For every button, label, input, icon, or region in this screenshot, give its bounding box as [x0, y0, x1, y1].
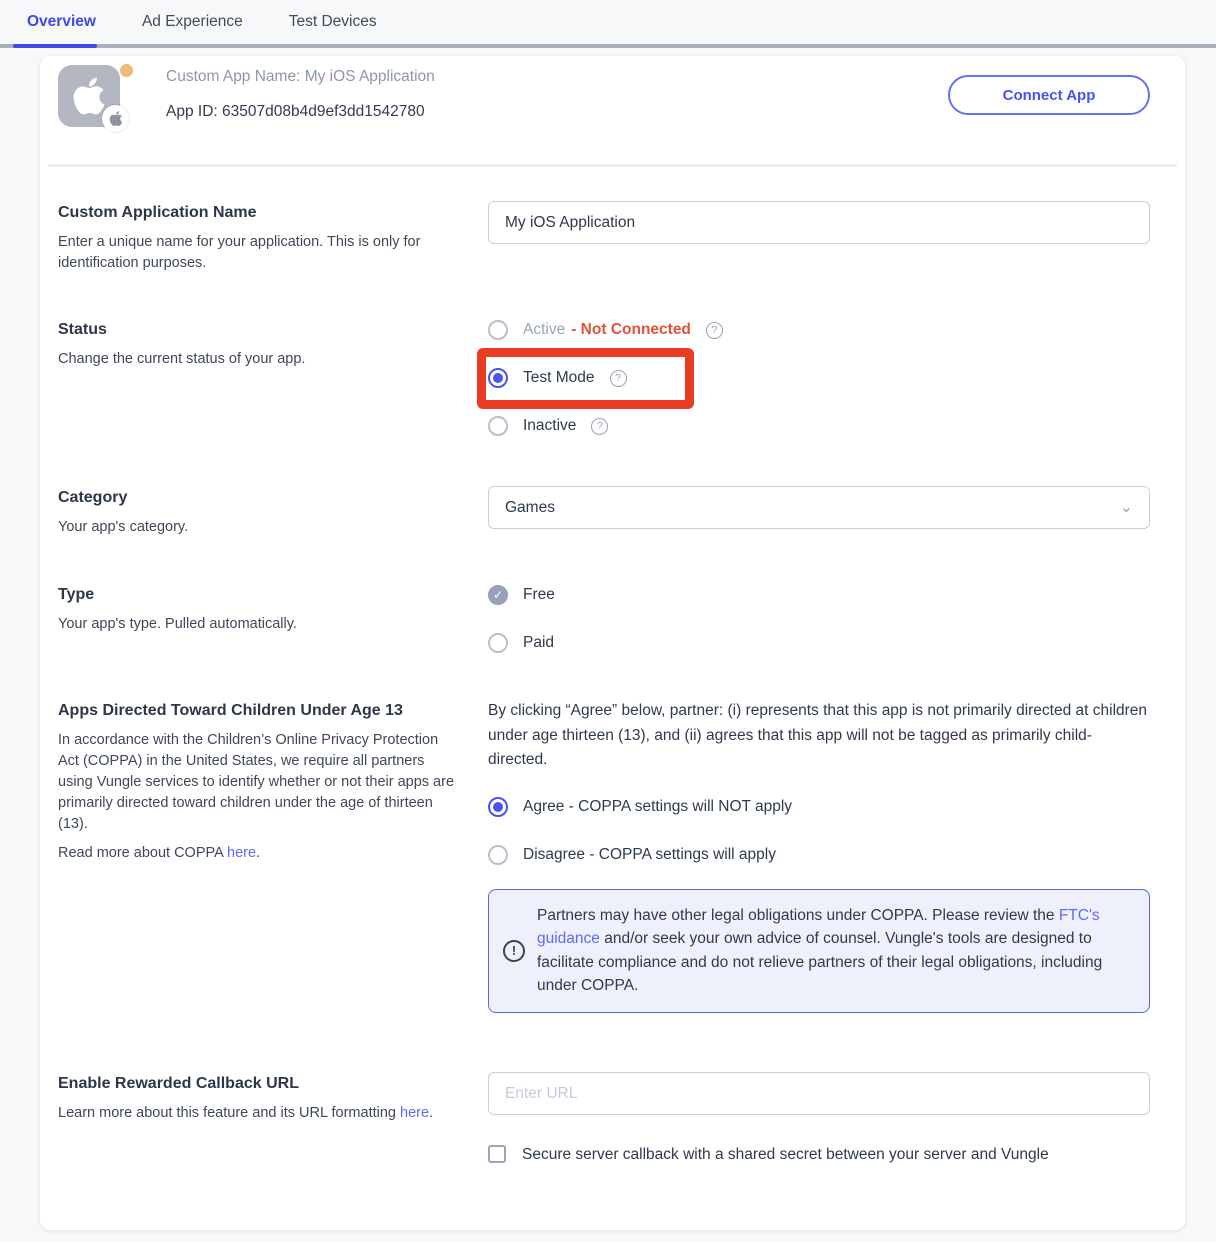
- category-selected-value: Games: [505, 498, 555, 516]
- radio-active[interactable]: [488, 320, 508, 340]
- type-free-label: Free: [523, 586, 555, 603]
- ftc-guidance-link[interactable]: FTC's guidance: [537, 906, 1100, 947]
- coppa-help: In accordance with the Children’s Online Privacy Protection Act (COPPA) in the United States, we require all partners using Vungle services to identify whether or not their apps are primarily directed toward children under the age of thirteen (13).: [58, 732, 455, 832]
- tab-ad-experience[interactable]: Ad Experience: [141, 13, 243, 30]
- secure-callback-row[interactable]: [488, 1142, 1150, 1167]
- category-help: Your app's category.: [58, 519, 189, 535]
- status-active-label: Active: [523, 321, 566, 338]
- status-label: Status: [58, 321, 107, 338]
- coppa-read-more-suffix: .: [256, 845, 261, 861]
- status-test-mode-label: Test Mode: [523, 369, 595, 386]
- help-icon[interactable]: ?: [610, 370, 627, 387]
- coppa-read-more: [58, 843, 456, 864]
- coppa-option-disagree[interactable]: [488, 843, 1150, 867]
- custom-application-name-label: Custom Application Name: [58, 204, 257, 221]
- category-label: Category: [58, 489, 128, 506]
- coppa-agreement-text: By clicking “Agree” below, partner: (i) represents that this app is not primarily directed at children under age thirteen (13), and (ii) agrees that this app will not be tagged as primarily child-directed.: [488, 702, 1148, 768]
- coppa-read-more-prefix: Read more about COPPA: [58, 845, 227, 861]
- status-option-test-mode[interactable]: [488, 366, 1150, 390]
- secure-callback-checkbox[interactable]: [488, 1145, 506, 1163]
- radio-inactive[interactable]: [488, 416, 508, 436]
- section-coppa: [58, 699, 1150, 1013]
- type-paid-label: Paid: [523, 634, 555, 651]
- app-header-text: [166, 68, 435, 121]
- coppa-notice-box: [488, 889, 1150, 1013]
- type-label: Type: [58, 586, 95, 603]
- custom-application-name-help: Enter a unique name for your application. This is only for identification purposes.: [58, 234, 421, 271]
- section-rewarded-callback: [58, 1072, 1150, 1167]
- header-divider: [48, 164, 1177, 167]
- info-icon: !: [503, 940, 525, 962]
- coppa-label: Apps Directed Toward Children Under Age 13: [58, 702, 403, 719]
- coppa-here-link[interactable]: here: [227, 845, 257, 861]
- app-icon: [58, 65, 120, 127]
- coppa-notice-text: [537, 904, 1129, 998]
- section-category: [58, 486, 1150, 538]
- app-settings-card: [40, 56, 1185, 1230]
- status-inactive-label: Inactive: [523, 417, 577, 434]
- app-id-line: App ID: 63507d08b4d9ef3dd1542780: [166, 103, 425, 120]
- coppa-disagree-label: Disagree - COPPA settings will apply: [523, 845, 776, 863]
- section-type: [58, 583, 1150, 679]
- status-help: Change the current status of your app.: [58, 351, 306, 367]
- status-option-active[interactable]: [488, 318, 1150, 342]
- connect-app-button[interactable]: Connect App: [948, 75, 1150, 115]
- chevron-down-icon: ⌄: [1119, 498, 1133, 516]
- help-icon[interactable]: ?: [591, 418, 608, 435]
- radio-disagree[interactable]: [488, 845, 508, 865]
- coppa-notice-suffix: and/or seek your own advice of counsel. Vungle's tools are designed to facilitate compliance and do not relieve partners of their legal obligations, including under COPPA.: [537, 930, 1103, 994]
- status-option-inactive[interactable]: [488, 414, 1150, 438]
- active-tab-underline: [13, 44, 97, 48]
- callback-help: [58, 1103, 456, 1124]
- radio-agree[interactable]: [488, 797, 508, 817]
- callback-label: Enable Rewarded Callback URL: [58, 1075, 299, 1092]
- custom-application-name-input[interactable]: [488, 201, 1150, 244]
- callback-url-input[interactable]: [488, 1072, 1150, 1115]
- radio-test-mode[interactable]: [488, 368, 508, 388]
- callback-help-prefix: Learn more about this feature and its URL formatting: [58, 1105, 401, 1121]
- coppa-notice-prefix: Partners may have other legal obligations under COPPA. Please review the: [537, 906, 1059, 924]
- secure-callback-label: Secure server callback with a shared secret between your server and Vungle: [522, 1146, 1049, 1163]
- section-custom-application-name: [58, 201, 1150, 274]
- section-status: [58, 318, 1150, 462]
- help-icon[interactable]: ?: [706, 322, 723, 339]
- callback-help-suffix: .: [429, 1105, 434, 1121]
- coppa-option-agree[interactable]: [488, 795, 1150, 819]
- status-dot-icon: [120, 64, 133, 77]
- status-active-not-connected: - Not Connected: [571, 321, 691, 338]
- type-help: Your app's type. Pulled automatically.: [58, 616, 297, 632]
- category-select[interactable]: [488, 486, 1150, 529]
- tab-overview[interactable]: Overview: [27, 13, 96, 30]
- type-option-free: [488, 583, 1150, 607]
- tab-test-devices[interactable]: Test Devices: [288, 13, 377, 30]
- coppa-agree-label: Agree - COPPA settings will NOT apply: [523, 797, 793, 815]
- callback-here-link[interactable]: here: [400, 1105, 430, 1121]
- type-option-paid[interactable]: [488, 631, 1150, 655]
- platform-apple-badge-icon: [102, 105, 129, 132]
- radio-free-checked: ✓: [488, 585, 508, 605]
- radio-paid[interactable]: [488, 633, 508, 653]
- custom-app-name-line: Custom App Name: My iOS Application: [166, 68, 435, 85]
- apple-logo-icon: [72, 75, 106, 117]
- tab-bar: [0, 0, 1216, 48]
